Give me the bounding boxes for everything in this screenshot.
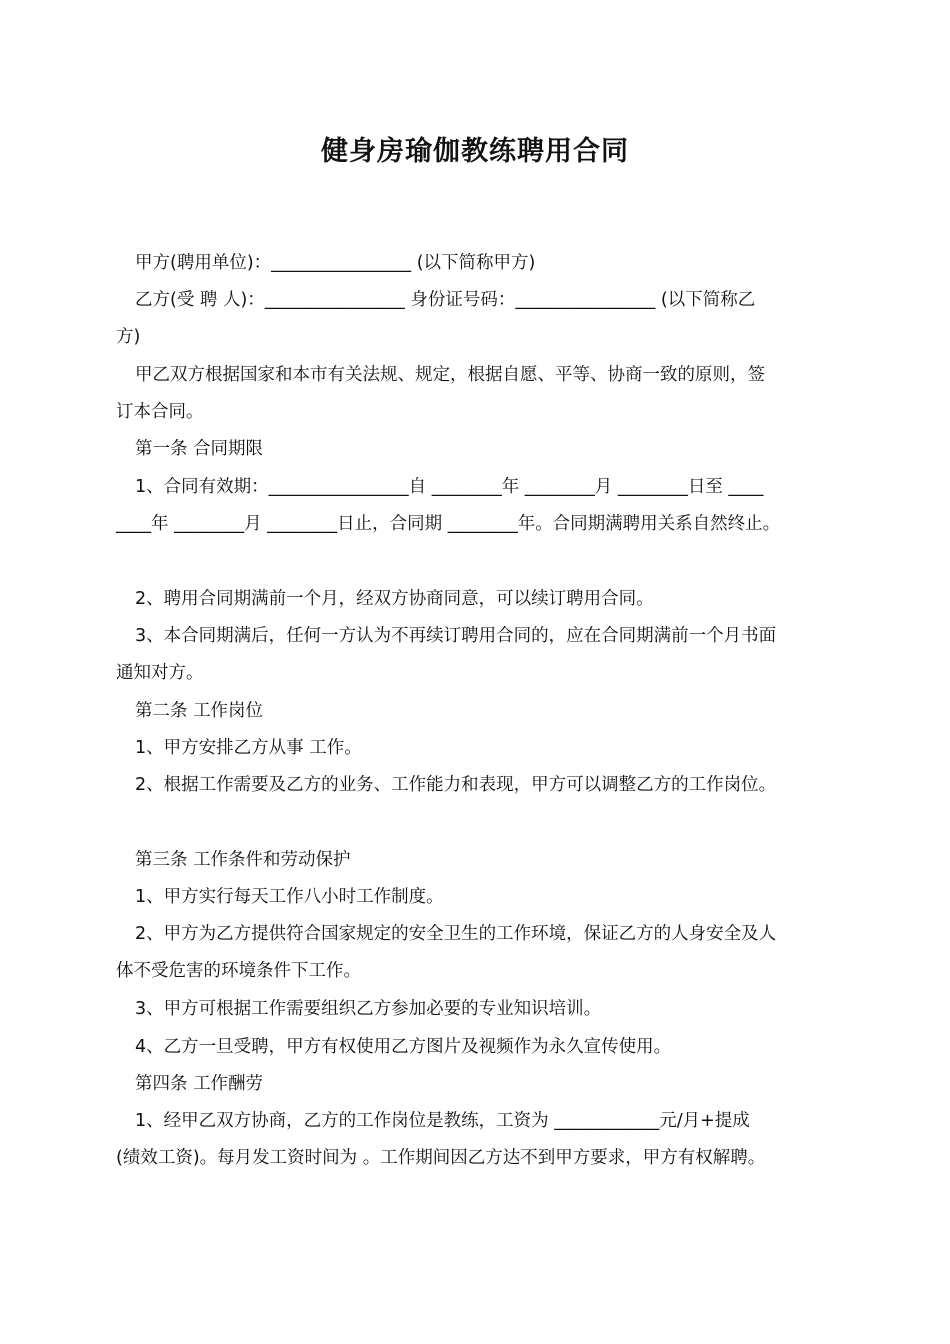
article-2-clause-1 (116, 730, 840, 767)
article-2-clause-1-line: 1、甲方安排乙方从事 工作。 (135, 738, 362, 758)
article-3-clause-3 (116, 991, 840, 1028)
article-4-heading-text: 第四条 工作酬劳 (135, 1074, 264, 1094)
article-3-heading (116, 842, 840, 879)
article-1-clause-3 (116, 618, 840, 692)
article-3-clause-1 (116, 879, 840, 916)
party-a-paragraph (116, 245, 840, 282)
article-1-clause-1 (116, 469, 840, 543)
article-4-clause-1-line: 1、经甲乙双方协商，乙方的工作岗位是教练，工资为 ____________元/月+提成 (135, 1111, 750, 1131)
preamble-paragraph (116, 357, 840, 431)
article-1-clause-3-line-cont: 通知对方。 (116, 663, 204, 683)
article-1-heading-text: 第一条 合同期限 (135, 439, 264, 459)
party-a-line: 甲方(聘用单位)：________________ (以下简称甲方) (135, 253, 536, 273)
article-4-heading (116, 1066, 840, 1103)
article-1-clause-3-line: 3、本合同期满后，任何一方认为不再续订聘用合同的，应在合同期满前一个月书面 (135, 626, 777, 646)
article-1-clause-1-line-cont: ____年 ________月 ________日止，合同期 ________年。合同期满聘用关系自然终止。 (116, 514, 781, 534)
article-1-heading (116, 431, 840, 468)
article-1-clause-2-line: 2、聘用合同期满前一个月，经双方协商同意，可以续订聘用合同。 (135, 589, 654, 609)
article-2-clause-2 (116, 767, 840, 804)
article-3-clause-3-line: 3、甲方可根据工作需要组织乙方参加必要的专业知识培训。 (135, 999, 602, 1019)
document-title: 健身房瑜伽教练聘用合同 (321, 136, 629, 167)
article-3-clause-2 (116, 916, 840, 990)
preamble-line-cont: 订本合同。 (116, 402, 204, 422)
article-2-heading (116, 693, 840, 730)
article-3-clause-1-line: 1、甲方实行每天工作八小时工作制度。 (135, 887, 444, 907)
article-3-clause-2-line-cont: 体不受危害的环境条件下工作。 (116, 961, 361, 981)
party-b-paragraph (116, 282, 840, 356)
article-3-clause-2-line: 2、甲方为乙方提供符合国家规定的安全卫生的工作环境，保证乙方的人身安全及人 (135, 924, 777, 944)
article-3-heading-text: 第三条 工作条件和劳动保护 (135, 850, 351, 870)
article-3-clause-4-line: 4、乙方一旦受聘，甲方有权使用乙方图片及视频作为永久宣传使用。 (135, 1037, 672, 1057)
party-b-line-cont: 方) (116, 327, 141, 347)
preamble-line: 甲乙双方根据国家和本市有关法规、规定，根据自愿、平等、协商一致的原则，签 (135, 365, 765, 385)
article-2-clause-2-line: 2、根据工作需要及乙方的业务、工作能力和表现，甲方可以调整乙方的工作岗位。 (135, 775, 777, 795)
article-2-heading-text: 第二条 工作岗位 (135, 701, 264, 721)
article-4-clause-1 (116, 1103, 840, 1177)
article-4-clause-1-line-cont: (绩效工资)。每月发工资时间为 。工作期间因乙方达不到甲方要求，甲方有权解聘。 (116, 1148, 766, 1168)
article-1-clause-2 (116, 581, 840, 618)
article-1-clause-1-line: 1、合同有效期：________________自 ________年 ________月 ________日至 ____ (135, 477, 764, 497)
party-b-line: 乙方(受 聘 人)：________________ 身份证号码：________________ (以下简称乙 (135, 290, 756, 310)
article-3-clause-4 (116, 1029, 840, 1066)
